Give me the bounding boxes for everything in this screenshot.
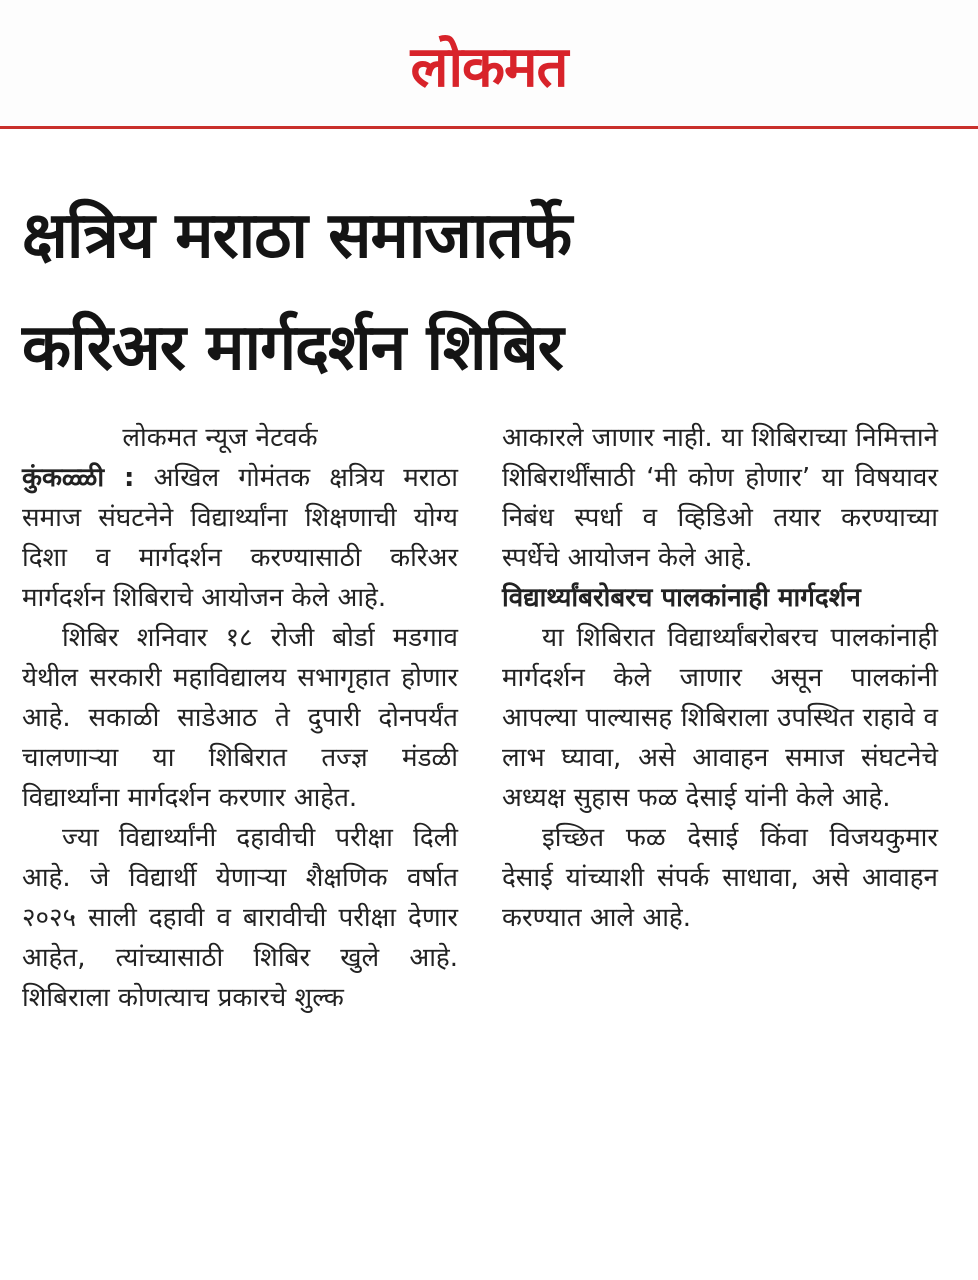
paragraph-1-text: अखिल गोमंतक क्षत्रिय मराठा समाज संघटनेने विद्यार्थ्यांना शिक्षणाची योग्य दिशा व मार्गदर्शन करण्यासाठी करिअर मार्गदर्शन शिबिराचे आयोजन केले आहे. — [22, 463, 458, 613]
headline — [22, 180, 962, 404]
headline-line-2: करिअर मार्गदर्शन शिबिर — [22, 311, 563, 385]
masthead-divider — [0, 126, 978, 129]
article-column-left — [22, 418, 458, 1018]
byline: लोकमत न्यूज नेटवर्क — [122, 423, 318, 453]
lokmat-logo: लोकमत — [410, 35, 568, 100]
paragraph-3-continued: आकारले जाणार नाही. या शिबिराच्या निमित्ताने शिबिरार्थींसाठी ‘मी कोण होणार’ या विषयावर निबंध स्पर्धा व व्हिडिओ तयार करण्याच्या स्पर्धेचे आयोजन केले आहे. — [502, 423, 938, 573]
paragraph-3: ज्या विद्यार्थ्यांनी दहावीची परीक्षा दिली आहे. जे विद्यार्थी येणाऱ्या शैक्षणिक वर्षात २०२५ साली दहावी व बारावीची परीक्षा देणार आहेत, त्यांच्यासाठी शिबिर खुले आहे. शिबिराला कोणत्याच प्रकारचे शुल्क — [22, 823, 458, 1013]
paragraph-5: इच्छित फळ देसाई किंवा विजयकुमार देसाई यांच्याशी संपर्क साधावा, असे आवाहन करण्यात आले आहे. — [502, 823, 938, 933]
article-column-right — [502, 418, 938, 938]
paragraph-2: शिबिर शनिवार १८ रोजी बोर्डा मडगाव येथील सरकारी महाविद्यालय सभागृहात होणार आहे. सकाळी साडेआठ ते दुपारी दोनपर्यंत चालणाऱ्या या शिबिरात तज्ज्ञ मंडळी विद्यार्थ्यांना मार्गदर्शन करणार आहेत. — [22, 623, 458, 813]
headline-line-1: क्षत्रिय मराठा समाजातर्फे — [22, 199, 572, 273]
subheading: विद्यार्थ्यांबरोबरच पालकांनाही मार्गदर्शन — [502, 583, 861, 613]
paragraph-4: या शिबिरात विद्यार्थ्यांबरोबरच पालकांनाही मार्गदर्शन केले जाणार असून पालकांनी आपल्या पाल्यासह शिबिराला उपस्थित राहावे व लाभ घ्यावा, असे आवाहन समाज संघटनेचे अध्यक्ष सुहास फळ देसाई यांनी केले आहे. — [502, 623, 938, 813]
paragraph-1 — [22, 458, 458, 618]
masthead — [0, 0, 978, 128]
dateline: कुंकळ्ळी : — [22, 463, 135, 493]
